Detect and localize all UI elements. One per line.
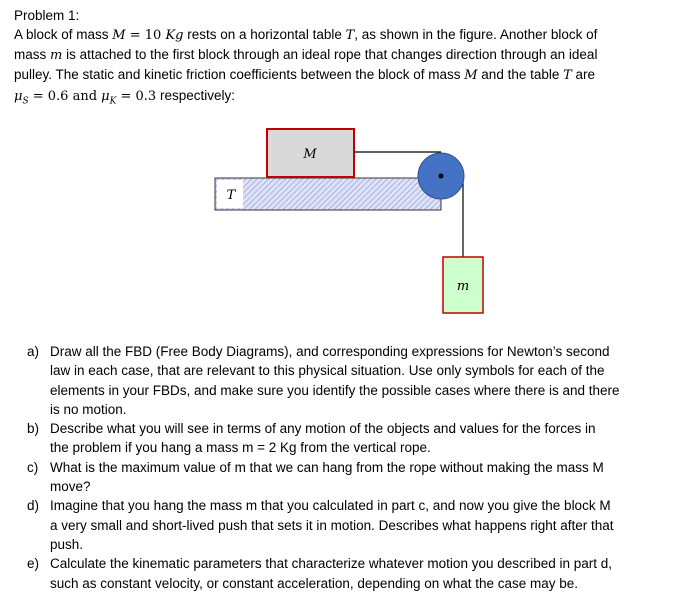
question-letter: d) — [27, 498, 40, 514]
question-line: move? — [50, 479, 91, 495]
table-label: T — [226, 188, 236, 203]
question-line: a very small and short-lived push that sets it in motion. Describes what happens right after that — [50, 517, 614, 533]
question-line: law in each case, that are relevant to this physical situation. Use only symbols for each of the — [50, 363, 605, 379]
question-list — [14, 342, 679, 593]
question-letter: b) — [27, 421, 40, 437]
question-line: push. — [50, 536, 84, 552]
question-line: Calculate the kinematic parameters that characterize whatever motion you described in part d, — [50, 556, 613, 572]
question-a — [14, 342, 679, 419]
question-line: What is the maximum value of m that we can hang from the rope without making the mass M — [50, 459, 604, 475]
question-line: elements in your FBDs, and make sure you identify the possible cases where there is and there — [50, 382, 620, 398]
intro-line: mass m is attached to the first block through an ideal rope that changes direction through an ideal — [14, 47, 598, 64]
question-b — [14, 419, 679, 458]
question-letter: e) — [27, 556, 40, 572]
question-line: Describe what you will see in terms of any motion of the objects and values for the forces in — [50, 421, 596, 437]
question-line: is no motion. — [50, 401, 127, 417]
question-letter: c) — [27, 459, 39, 475]
block-m-label: m — [456, 279, 470, 294]
intro-line: A block of mass M = 10 Kg rests on a horizontal table T, as shown in the figure. Another block of — [14, 27, 598, 43]
intro-line: $\mu_S = 0.6$ and $\mu_K = 0.3$ respectively: — [14, 87, 235, 107]
pulley-axle — [439, 174, 444, 179]
question-e — [14, 554, 679, 593]
question-letter: a) — [27, 344, 40, 359]
block-M-label: M — [303, 147, 317, 162]
question-c — [14, 458, 679, 497]
question-line: the problem if you hang a mass m = 2 Kg from the vertical rope. — [50, 440, 431, 456]
intro-line: pulley. The static and kinetic friction coefficients between the block of mass M and the table T are — [14, 67, 596, 84]
question-d — [14, 496, 679, 554]
table — [215, 178, 441, 210]
question-line: Imagine that you hang the mass m that you calculated in part c, and now you give the block M — [50, 498, 611, 514]
question-line: such as constant velocity, or constant acceleration, depending on what the case may be. — [50, 575, 579, 591]
question-line: Draw all the FBD (Free Body Diagrams), and corresponding expressions for Newton’s second — [50, 344, 610, 359]
problem-title: Problem 1: — [14, 8, 80, 23]
